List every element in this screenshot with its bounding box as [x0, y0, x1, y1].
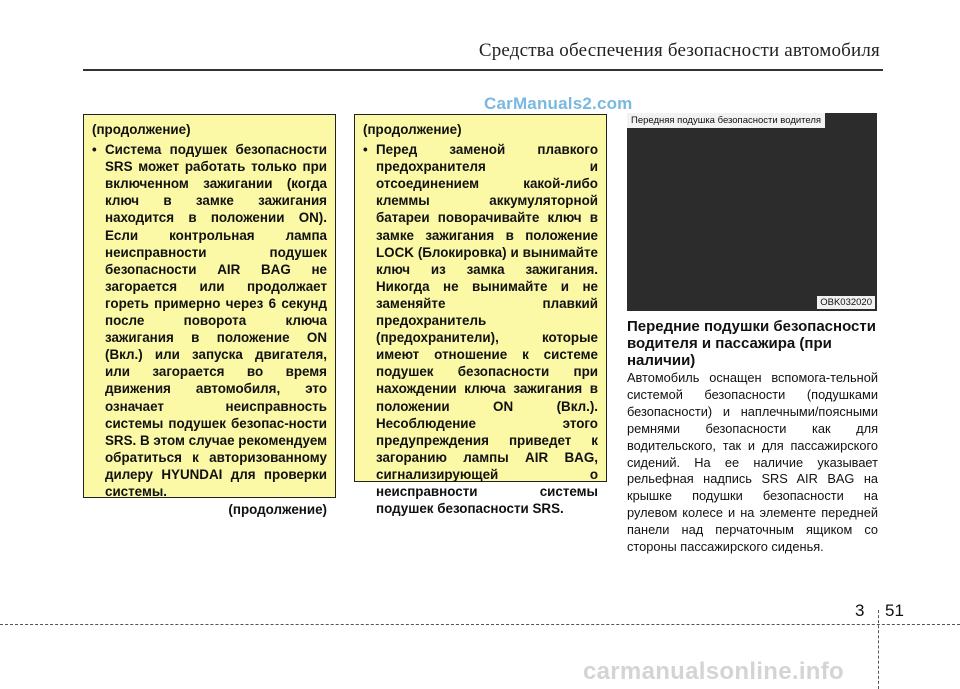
chapter-title: Средства обеспечения безопасности автомобиля: [478, 40, 880, 61]
chapter-number: 3: [855, 601, 865, 620]
warning-box-fuse: [354, 114, 607, 517]
header-divider: [83, 69, 883, 71]
figure-code: OBK032020: [817, 296, 875, 309]
footer-vertical-divider: [878, 610, 879, 689]
bullet-icon: •: [363, 142, 368, 158]
watermark-top: CarManuals2.com: [484, 94, 633, 113]
warning-text: Перед заменой плавкого предохранителя и отсоединением какой-либо клеммы аккумуляторной батареи поворачивайте ключ в замке зажигания в положение LOCK (Блокировка) и вынимайте ключ из замка зажигания. Никогда не вынимайте и не заменяйте плавкий предохранитель (предохранители), которые имеют отношение к системе подушек безопасности при нахождении ключа зажигания в положении ON (Вкл.). Несоблюдение этого предупреждения приведет к загоранию лампы AIR BAG, сигнализирующей о неисправности системы подушек безопасности SRS.: [376, 142, 598, 517]
continued-label-top: (продолжение): [92, 122, 191, 137]
continued-label-bottom: (продолжение): [228, 502, 327, 518]
footer-divider: [0, 624, 960, 625]
section-body: Автомобиль оснащен вспомога-тельной системой безопасности (подушками безопасности) и наплечными/поясными ремнями безопасности как для водительского, так и для пассажирского сидений. На ее наличие указывает рельефная надпись SRS AIR BAG на крышке подушки безопасности на рулевом колесе и на элементе передней панели над перчаточным ящиком со стороны пассажирского сиденья.: [627, 370, 878, 555]
bullet-icon: •: [92, 142, 97, 158]
warning-bullet: [92, 141, 327, 500]
page-number: 51: [885, 601, 904, 620]
warning-box-srs-lamp: [83, 114, 336, 518]
warning-bullet: [363, 141, 598, 517]
section-heading: Передние подушки безопасности водителя и пассажира (при наличии): [627, 318, 876, 369]
continued-label-top: (продолжение): [363, 122, 462, 137]
watermark-bottom: carmanualsonline.info: [583, 658, 845, 685]
figure-caption: Передняя подушка безопасности водителя: [627, 113, 825, 128]
airbag-figure: [627, 113, 877, 311]
warning-text: Система подушек безопасности SRS может работать только при включенном зажигании (когда ключ в замке зажигания находится в положении ON). Если контрольная лампа неисправности подушек безопасности AIR BAG не загорается или продолжает гореть примерно через 6 секунд после поворота ключа зажигания в положение ON (Вкл.) или запуска двигателя, или загорается во время движения автомобиля, это означает неисправность системы подушек безопас-ности SRS. В этом случае рекомендуем обратиться к авторизованному дилеру HYUNDAI для проверки системы.: [105, 142, 327, 499]
